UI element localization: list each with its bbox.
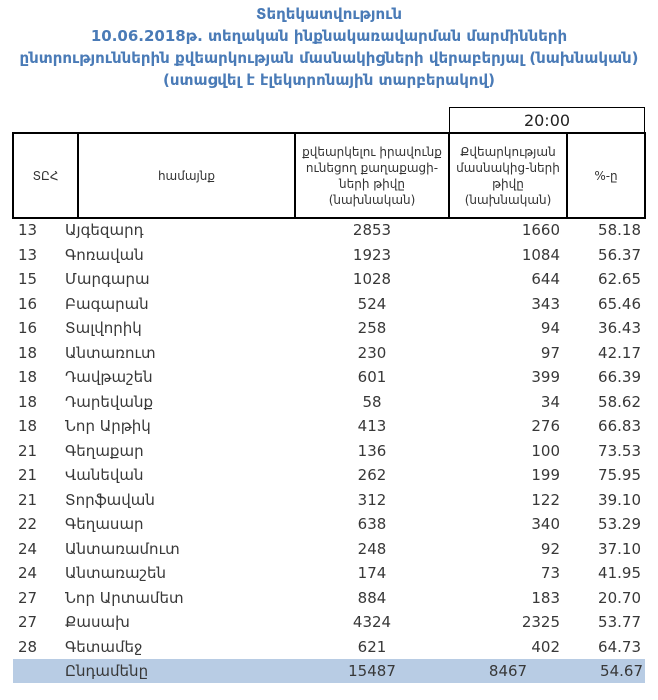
column-header-participants: Քվեարկության մասնակից-ների թիվը (նախնական) xyxy=(449,133,567,218)
cell-tec: 18 xyxy=(18,343,38,362)
title-line: 10.06.2018թ. տեղական ինքնակառավարման մարմինների xyxy=(90,27,568,45)
cell-community: Քասախ xyxy=(65,613,130,632)
table-row xyxy=(13,316,645,341)
cell-community: Գեղաքար xyxy=(65,441,144,460)
column-header-tec: ՏԸՀ xyxy=(13,133,78,218)
cell-community: Դավթաշեն xyxy=(65,368,153,387)
table-row xyxy=(13,414,645,439)
cell-community: Գոռավան xyxy=(65,245,144,264)
cell-participants: 73 xyxy=(540,564,560,583)
cell-voters: 524 xyxy=(357,294,387,313)
column-header-percent: %-ը xyxy=(567,133,645,218)
cell-community: Տալվորիկ xyxy=(65,319,142,338)
cell-tec: 21 xyxy=(18,466,38,485)
table-row xyxy=(13,488,645,513)
cell-tec: 27 xyxy=(18,588,38,607)
total-cell-percent: 54.67 xyxy=(600,662,643,680)
cell-participants: 183 xyxy=(531,588,560,607)
cell-participants: 276 xyxy=(531,417,560,436)
table-header-row xyxy=(13,133,645,218)
table-row xyxy=(13,463,645,488)
cell-participants: 94 xyxy=(540,319,560,338)
cell-community: Գետամեջ xyxy=(65,637,143,656)
table-body xyxy=(13,218,645,659)
cell-percent: 62.65 xyxy=(598,270,641,289)
cell-tec: 28 xyxy=(18,637,38,656)
cell-community: Անտառաշեն xyxy=(65,564,167,583)
cell-percent: 39.10 xyxy=(598,490,641,509)
cell-percent: 36.43 xyxy=(598,319,641,338)
cell-participants: 1084 xyxy=(521,245,560,264)
cell-percent: 73.53 xyxy=(598,441,641,460)
table-row xyxy=(13,561,645,586)
total-cell-participants: 8467 xyxy=(488,662,528,680)
cell-voters: 638 xyxy=(357,515,387,534)
cell-voters: 1028 xyxy=(352,270,392,289)
title-line: Տեղեկատվություն xyxy=(256,5,402,23)
column-header-community: համայնք xyxy=(78,133,295,218)
table-row xyxy=(13,243,645,268)
cell-percent: 75.95 xyxy=(598,466,641,485)
cell-community: Նոր Արտամետ xyxy=(65,588,184,607)
cell-community: Այգեզարդ xyxy=(65,221,144,240)
cell-participants: 122 xyxy=(531,490,560,509)
cell-percent: 66.39 xyxy=(598,368,641,387)
table-row xyxy=(13,439,645,464)
cell-community: Դարեվանք xyxy=(65,392,154,411)
cell-participants: 343 xyxy=(531,294,560,313)
cell-voters: 230 xyxy=(357,343,387,362)
cell-voters: 1923 xyxy=(352,245,392,264)
cell-percent: 65.46 xyxy=(598,294,641,313)
total-cell-label: Ընդամենը xyxy=(65,662,149,680)
table-row xyxy=(13,586,645,611)
cell-voters: 174 xyxy=(357,564,387,583)
cell-percent: 53.77 xyxy=(598,613,641,632)
cell-voters: 262 xyxy=(357,466,387,485)
cell-voters: 601 xyxy=(357,368,387,387)
table-row xyxy=(13,267,645,292)
cell-participants: 2325 xyxy=(521,613,560,632)
cell-tec: 24 xyxy=(18,564,38,583)
cell-participants: 97 xyxy=(540,343,560,362)
table-row xyxy=(13,341,645,366)
cell-participants: 100 xyxy=(531,441,560,460)
cell-community: Վանեվան xyxy=(65,466,144,485)
table-row xyxy=(13,365,645,390)
cell-tec: 21 xyxy=(18,441,38,460)
cell-participants: 402 xyxy=(531,637,560,656)
cell-voters: 2853 xyxy=(352,221,392,240)
cell-tec: 15 xyxy=(18,270,38,289)
cell-tec: 18 xyxy=(18,392,38,411)
table-row xyxy=(13,635,645,660)
cell-voters: 413 xyxy=(357,417,387,436)
cell-voters: 4324 xyxy=(352,613,392,632)
cell-participants: 1660 xyxy=(521,221,560,240)
table-row xyxy=(13,390,645,415)
cell-percent: 20.70 xyxy=(598,588,641,607)
cell-participants: 92 xyxy=(540,539,560,558)
table-row xyxy=(13,218,645,243)
cell-community: Մարգարա xyxy=(65,270,150,289)
cell-participants: 399 xyxy=(531,368,560,387)
cell-participants: 340 xyxy=(531,515,560,534)
cell-tec: 13 xyxy=(18,221,38,240)
cell-tec: 21 xyxy=(18,490,38,509)
cell-voters: 312 xyxy=(357,490,387,509)
title-line: (ստացվել է էլեկտրոնային տարբերակով) xyxy=(162,71,496,89)
table-row xyxy=(13,292,645,317)
total-cell-voters: 15487 xyxy=(348,662,396,680)
cell-percent: 58.18 xyxy=(598,221,641,240)
cell-tec: 18 xyxy=(18,368,38,387)
cell-community: Գեղասար xyxy=(65,515,144,534)
cell-percent: 53.29 xyxy=(598,515,641,534)
cell-voters: 58 xyxy=(362,392,382,411)
cell-participants: 644 xyxy=(531,270,560,289)
cell-tec: 18 xyxy=(18,417,38,436)
column-header-voters: քվեարկելու իրավունք ունեցող քաղաքացի-ների թիվը (նախնական) xyxy=(295,133,449,218)
report-title xyxy=(0,0,658,91)
cell-community: Անտառուտ xyxy=(65,343,156,362)
cell-tec: 24 xyxy=(18,539,38,558)
cell-percent: 56.37 xyxy=(598,245,641,264)
cell-community: Բագարան xyxy=(65,294,149,313)
table-row xyxy=(13,537,645,562)
cell-tec: 16 xyxy=(18,294,38,313)
cell-tec: 22 xyxy=(18,515,38,534)
cell-tec: 13 xyxy=(18,245,38,264)
cell-percent: 41.95 xyxy=(598,564,641,583)
cell-voters: 258 xyxy=(357,319,387,338)
cell-percent: 66.83 xyxy=(598,417,641,436)
cell-voters: 884 xyxy=(357,588,387,607)
cell-community: Տորֆավան xyxy=(65,490,155,509)
cell-voters: 248 xyxy=(357,539,387,558)
cell-voters: 621 xyxy=(357,637,387,656)
cell-percent: 64.73 xyxy=(598,637,641,656)
cell-community: Նոր Արթիկ xyxy=(65,417,151,436)
total-row xyxy=(13,659,645,683)
time-header-label: 20:00 xyxy=(523,110,571,130)
cell-voters: 136 xyxy=(357,441,387,460)
cell-tec: 27 xyxy=(18,613,38,632)
cell-percent: 58.62 xyxy=(598,392,641,411)
cell-community: Անտառամուտ xyxy=(65,539,180,558)
cell-participants: 199 xyxy=(531,466,560,485)
table-row xyxy=(13,512,645,537)
cell-percent: 42.17 xyxy=(598,343,641,362)
cell-percent: 37.10 xyxy=(598,539,641,558)
cell-participants: 34 xyxy=(540,392,560,411)
time-header-cell xyxy=(449,107,645,133)
table-row xyxy=(13,610,645,635)
title-line: ընտրություններին քվեարկության մասնակիցների վերաբերյալ (նախնական) xyxy=(19,49,639,67)
cell-tec: 16 xyxy=(18,319,38,338)
